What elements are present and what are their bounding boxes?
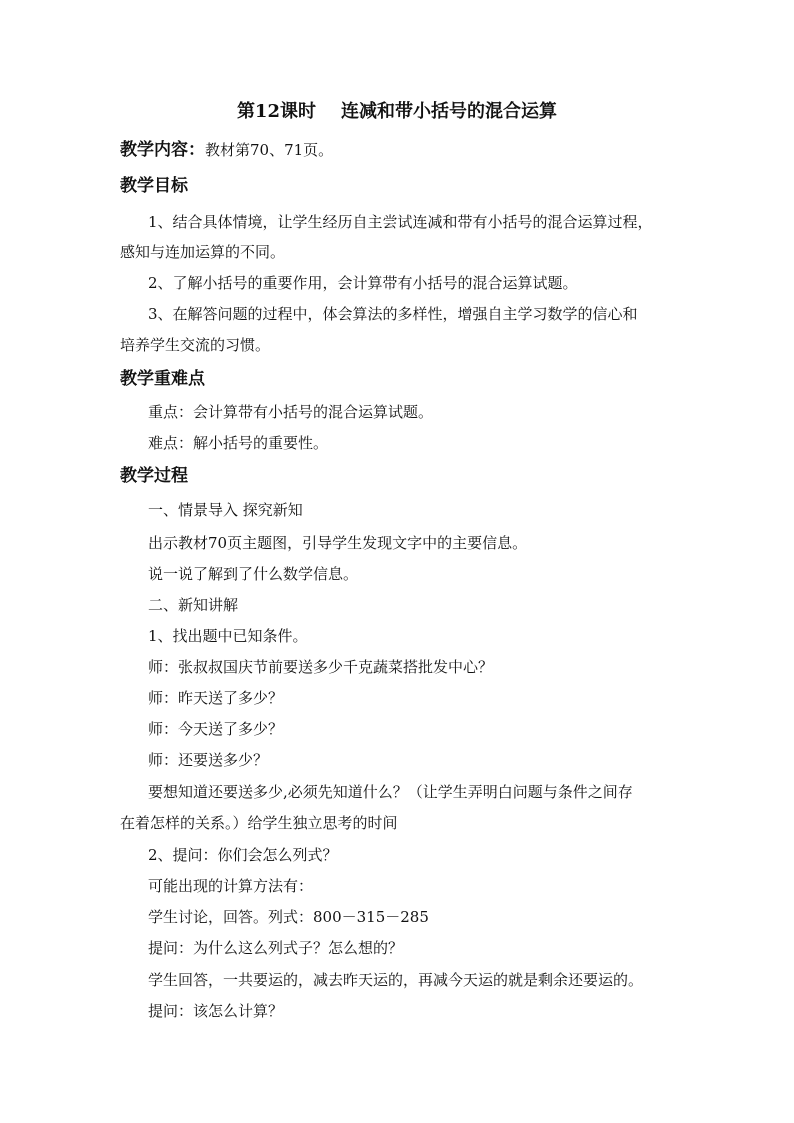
process-line: 一、情景导入 探究新知 [148,501,303,519]
objective-3-line-1: 3、在解答问题的过程中，体会算法的多样性，增强自主学习数学的信心和 [148,305,638,323]
process-line: 师：昨天送了多少？ [148,689,284,707]
process-line: 学生回答，一共要运的，减去昨天运的，再减今天运的就是剩余还要运的。 [148,971,644,989]
objective-3-line-2: 培养学生交流的习惯。 [120,336,271,354]
lesson-title: 第12课时 连减和带小括号的混合运算 [236,101,558,122]
teaching-content-text: 教材第70、71页。 [205,141,334,159]
difficult-point: 难点：解小括号的重要性。 [148,434,329,452]
objective-2: 2、了解小括号的重要作用，会计算带有小括号的混合运算试题。 [148,274,578,292]
process-heading: 教学过程 [120,466,188,486]
process-line: 师：还要送多少？ [148,751,269,769]
objectives-heading: 教学目标 [120,176,188,196]
process-line: 在着怎样的关系。）给学生独立思考的时间 [120,814,398,832]
process-line: 2、提问：你们会怎么列式？ [148,846,338,864]
process-line: 出示教材70页主题图，引导学生发现文字中的主要信息。 [148,534,528,552]
objective-1-line-1: 1、结合具体情境，让学生经历自主尝试连减和带有小括号的混合运算过程， [148,213,653,231]
teaching-content-line [120,140,333,160]
key-points-heading: 教学重难点 [120,369,205,389]
process-line: 学生讨论，回答。列式：800－315－285 [148,908,429,926]
process-line: 要想知道还要送多少,必须先知道什么？（让学生弄明白问题与条件之间存 [148,783,633,801]
process-line: 可能出现的计算方法有： [148,877,314,895]
key-point: 重点：会计算带有小括号的混合运算试题。 [148,403,434,421]
objective-1-line-2: 感知与连加运算的不同。 [120,243,286,261]
process-line: 提问：该怎么计算？ [148,1002,284,1020]
process-line: 师：张叔叔国庆节前要送多少千克蔬菜搭批发中心？ [148,658,494,676]
process-line: 二、新知讲解 [148,596,239,614]
process-line: 1、找出题中已知条件。 [148,627,308,645]
process-line: 师：今天送了多少？ [148,720,284,738]
process-line: 提问：为什么这么列式子？怎么想的？ [148,939,404,957]
process-line: 说一说了解到了什么数学信息。 [148,565,359,583]
teaching-content-label: 教学内容： [120,140,205,160]
